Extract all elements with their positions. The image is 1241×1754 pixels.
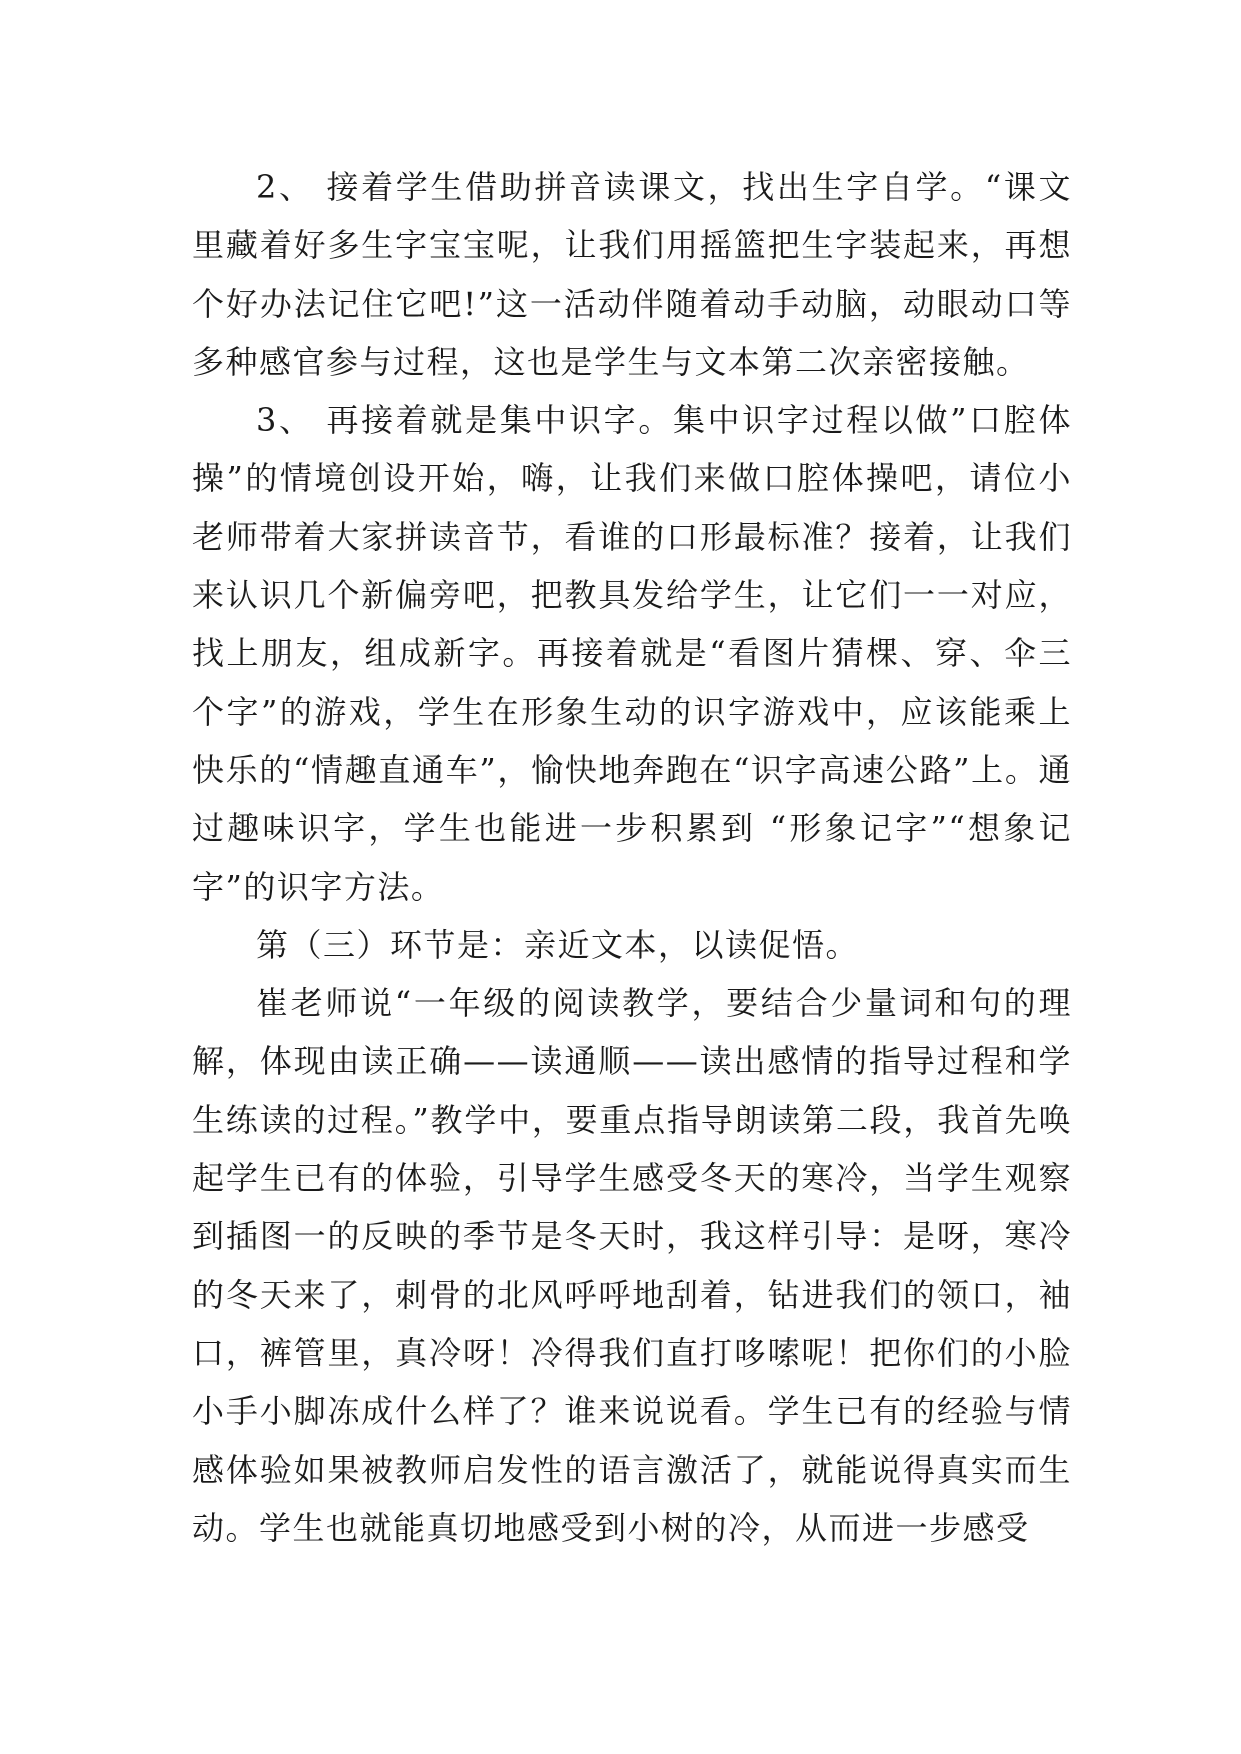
section-heading: 第（三）环节是：亲近文本，以读促悟。	[256, 925, 860, 964]
body-text	[192, 158, 1072, 1557]
paragraph-2: 2、 接着学生借助拼音读课文，找出生字自学。“课文里藏着好多生字宝宝呢，让我们用摇篮把生字装起来，再想个好办法记住它吧!”这一活动伴随着动手动脑，动眼动口等多种感官参与过程，这也是学生与文本第二次亲密接触。	[192, 168, 1072, 381]
paragraph-reading: 崔老师说“一年级的阅读教学，要结合少量词和句的理解，体现由读正确——读通顺——读出感情的指导过程和学生练读的过程。”教学中，要重点指导朗读第二段，我首先唤起学生已有的体验，引导学生感受冬天的寒冷，当学生观察到插图一的反映的季节是冬天时，我这样引导：是呀，寒冷的冬天来了，刺骨的北风呼呼地刮着，钻进我们的领口，袖口，裤管里，真冷呀！冷得我们直打哆嗦呢！把你们的小脸小手小脚冻成什么样了？谁来说说看。学生已有的经验与情感体验如果被教师启发性的语言激活了，就能说得真实而生动。学生也就能真切地感受到小树的冷，从而进一步感受	[192, 984, 1072, 1547]
paragraph-3: 3、 再接着就是集中识字。集中识字过程以做”口腔体操”的情境创设开始，嗨，让我们来做口腔体操吧，请位小老师带着大家拼读音节，看谁的口形最标准？接着，让我们来认识几个新偏旁吧，把教具发给学生，让它们一一对应，找上朋友，组成新字。再接着就是“看图片猜棵、穿、伞三个字”的游戏，学生在形象生动的识字游戏中，应该能乘上快乐的“情趣直通车”，愉快地奔跑在“识字高速公路”上。通过趣味识字，学生也能进一步积累到 “形象记字”“想象记字”的识字方法。	[192, 401, 1072, 906]
